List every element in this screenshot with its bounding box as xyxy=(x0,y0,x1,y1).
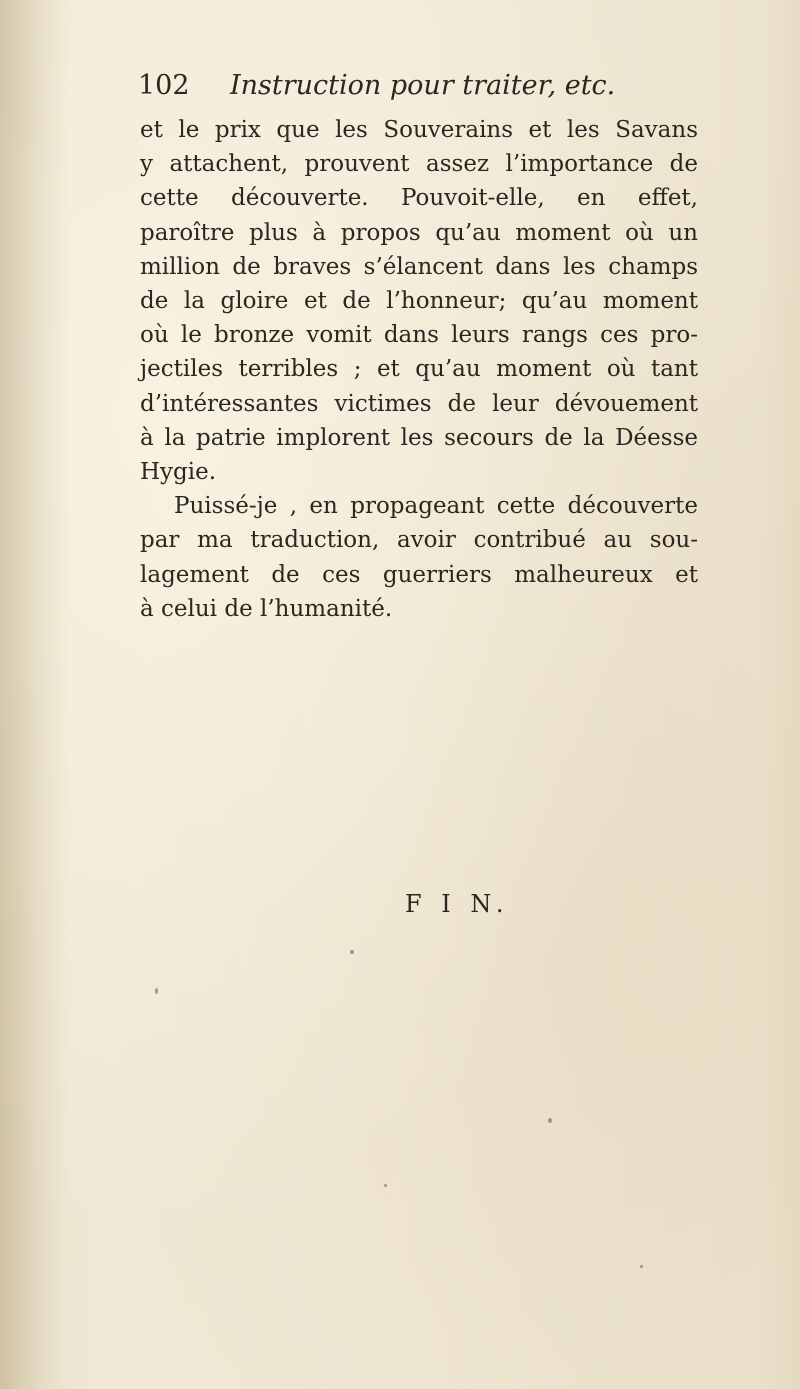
body-text xyxy=(140,113,698,626)
text-line: paroître plus à propos qu’au moment où un xyxy=(140,219,698,246)
text-line: y attachent, prouvent assez l’importance de xyxy=(140,151,698,178)
text-line: million de braves s’élancent dans les champs xyxy=(140,253,698,280)
text-line: Hygie. xyxy=(140,459,217,486)
text-line: par ma traduction, avoir contribué au sou- xyxy=(140,527,698,554)
ink-speck xyxy=(640,1265,643,1268)
text-line: à celui de l’humanité. xyxy=(140,595,393,622)
running-title: Instruction pour traiter, etc. xyxy=(230,70,616,101)
ink-speck xyxy=(548,1118,552,1123)
finis-mark: F I N. xyxy=(405,890,510,918)
text-line: à la patrie implorent les secours de la Déesse xyxy=(140,424,698,451)
page-edge-stain xyxy=(0,0,70,1389)
text-line: d’intéressantes victimes de leur dévouement xyxy=(140,390,698,417)
ink-speck xyxy=(384,1184,387,1187)
text-line: et le prix que les Souverains et les Savans xyxy=(140,117,698,143)
text-line: cette découverte. Pouvoit-elle, en effet, xyxy=(140,185,698,212)
text-line: de la gloire et de l’honneur; qu’au moment xyxy=(140,288,698,315)
page-number: 102 xyxy=(138,70,190,101)
ink-speck xyxy=(155,988,158,994)
ink-speck xyxy=(350,950,354,954)
paragraph-1 xyxy=(140,113,698,489)
page-header xyxy=(138,70,698,110)
text-line: jectiles terribles ; et qu’au moment où tant xyxy=(140,356,698,383)
text-line: où le bronze vomit dans leurs rangs ces pro- xyxy=(140,322,698,349)
text-line: Puissé-je , en propageant cette découverte xyxy=(174,493,698,520)
paragraph-2 xyxy=(140,489,698,626)
text-line: lagement de ces guerriers malheureux et xyxy=(140,561,698,588)
